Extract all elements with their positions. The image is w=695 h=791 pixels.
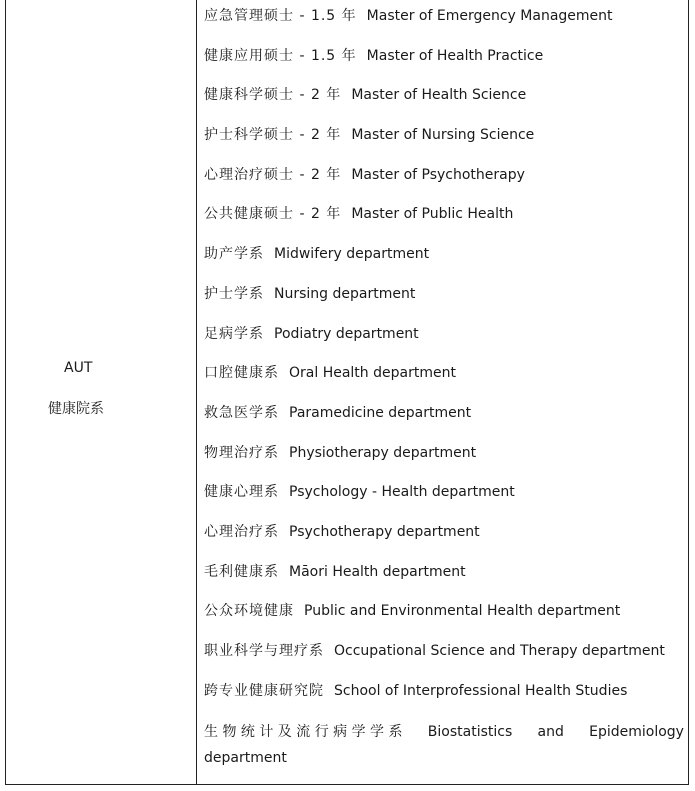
program-chinese-name: 毛利健康系 (204, 563, 279, 580)
program-english-name: Master of Health Science (351, 87, 527, 104)
list-item (204, 283, 684, 323)
program-english-name: Psychotherapy department (289, 523, 480, 540)
program-chinese-name: 救急医学系 (204, 404, 279, 421)
list-item (204, 640, 684, 680)
program-english-name: School of Interprofessional Health Studies (334, 682, 628, 699)
program-english-name: Master of Public Health (351, 206, 514, 223)
list-item (204, 521, 684, 561)
program-english-name: Master of Emergency Management (366, 8, 613, 24)
program-english-name: Midwifery department (274, 246, 430, 263)
list-item (204, 561, 684, 601)
program-english-name: Nursing department (274, 285, 416, 302)
program-chinese-name: 心理治疗系 (204, 523, 279, 540)
program-english-name: Master of Nursing Science (351, 127, 535, 144)
list-item (204, 442, 684, 482)
list-item (204, 402, 684, 442)
list-item (204, 481, 684, 521)
column-divider (196, 0, 197, 784)
programs-table (5, 0, 689, 785)
program-english-name: Oral Health department (289, 365, 456, 382)
list-item (204, 203, 684, 243)
program-english-word: Biostatistics (427, 724, 513, 741)
program-chinese-name: 公众环境健康 (204, 603, 294, 620)
university-name: AUT (64, 360, 93, 376)
program-chinese-name: 应急管理硕士 - 1.5 年 (204, 8, 357, 24)
list-item (204, 5, 684, 45)
program-english-name: Māori Health department (289, 563, 466, 580)
program-chinese-name: 健康科学硕士 - 2 年 (204, 87, 342, 104)
wrapped-line-continuation: department (204, 750, 287, 767)
program-chinese-name: 生 物 统 计 及 流 行 病 学 学 系 (204, 724, 403, 741)
list-item (204, 323, 684, 363)
list-item (204, 45, 684, 85)
program-english-name: Podiatry department (274, 325, 419, 342)
list-item (204, 124, 684, 164)
program-english-name: Master of Psychotherapy (351, 166, 525, 183)
programs-list (204, 5, 684, 771)
program-chinese-name: 足病学系 (204, 325, 264, 342)
list-item (204, 719, 684, 771)
program-english-name: Physiotherapy department (289, 444, 477, 461)
wrapped-line (204, 719, 684, 745)
program-chinese-name: 跨专业健康研究院 (204, 682, 324, 699)
program-english-word: Epidemiology (589, 724, 684, 741)
program-chinese-name: 健康心理系 (204, 484, 279, 501)
program-chinese-name: 职业科学与理疗系 (204, 643, 324, 659)
program-english-name: Psychology - Health department (289, 484, 515, 501)
list-item (204, 243, 684, 283)
program-chinese-name: 心理治疗硕士 - 2 年 (204, 166, 342, 183)
faculty-cell (6, 0, 196, 784)
program-english-word: and (537, 724, 564, 741)
list-item (204, 84, 684, 124)
program-english-name: Master of Health Practice (366, 47, 544, 64)
program-chinese-name: 护士学系 (204, 285, 264, 302)
faculty-name: 健康院系 (48, 401, 104, 417)
list-item (204, 164, 684, 204)
list-item (204, 362, 684, 402)
program-chinese-name: 助产学系 (204, 246, 264, 263)
program-chinese-name: 物理治疗系 (204, 444, 279, 461)
program-english-name: Occupational Science and Therapy department (334, 643, 665, 659)
program-chinese-name: 护士科学硕士 - 2 年 (204, 127, 342, 144)
program-english-name: Public and Environmental Health department (304, 603, 621, 620)
list-item (204, 680, 684, 720)
program-english-name: Paramedicine department (289, 404, 472, 421)
program-chinese-name: 口腔健康系 (204, 365, 279, 382)
list-item (204, 600, 684, 640)
program-chinese-name: 健康应用硕士 - 1.5 年 (204, 47, 357, 64)
program-chinese-name: 公共健康硕士 - 2 年 (204, 206, 342, 223)
